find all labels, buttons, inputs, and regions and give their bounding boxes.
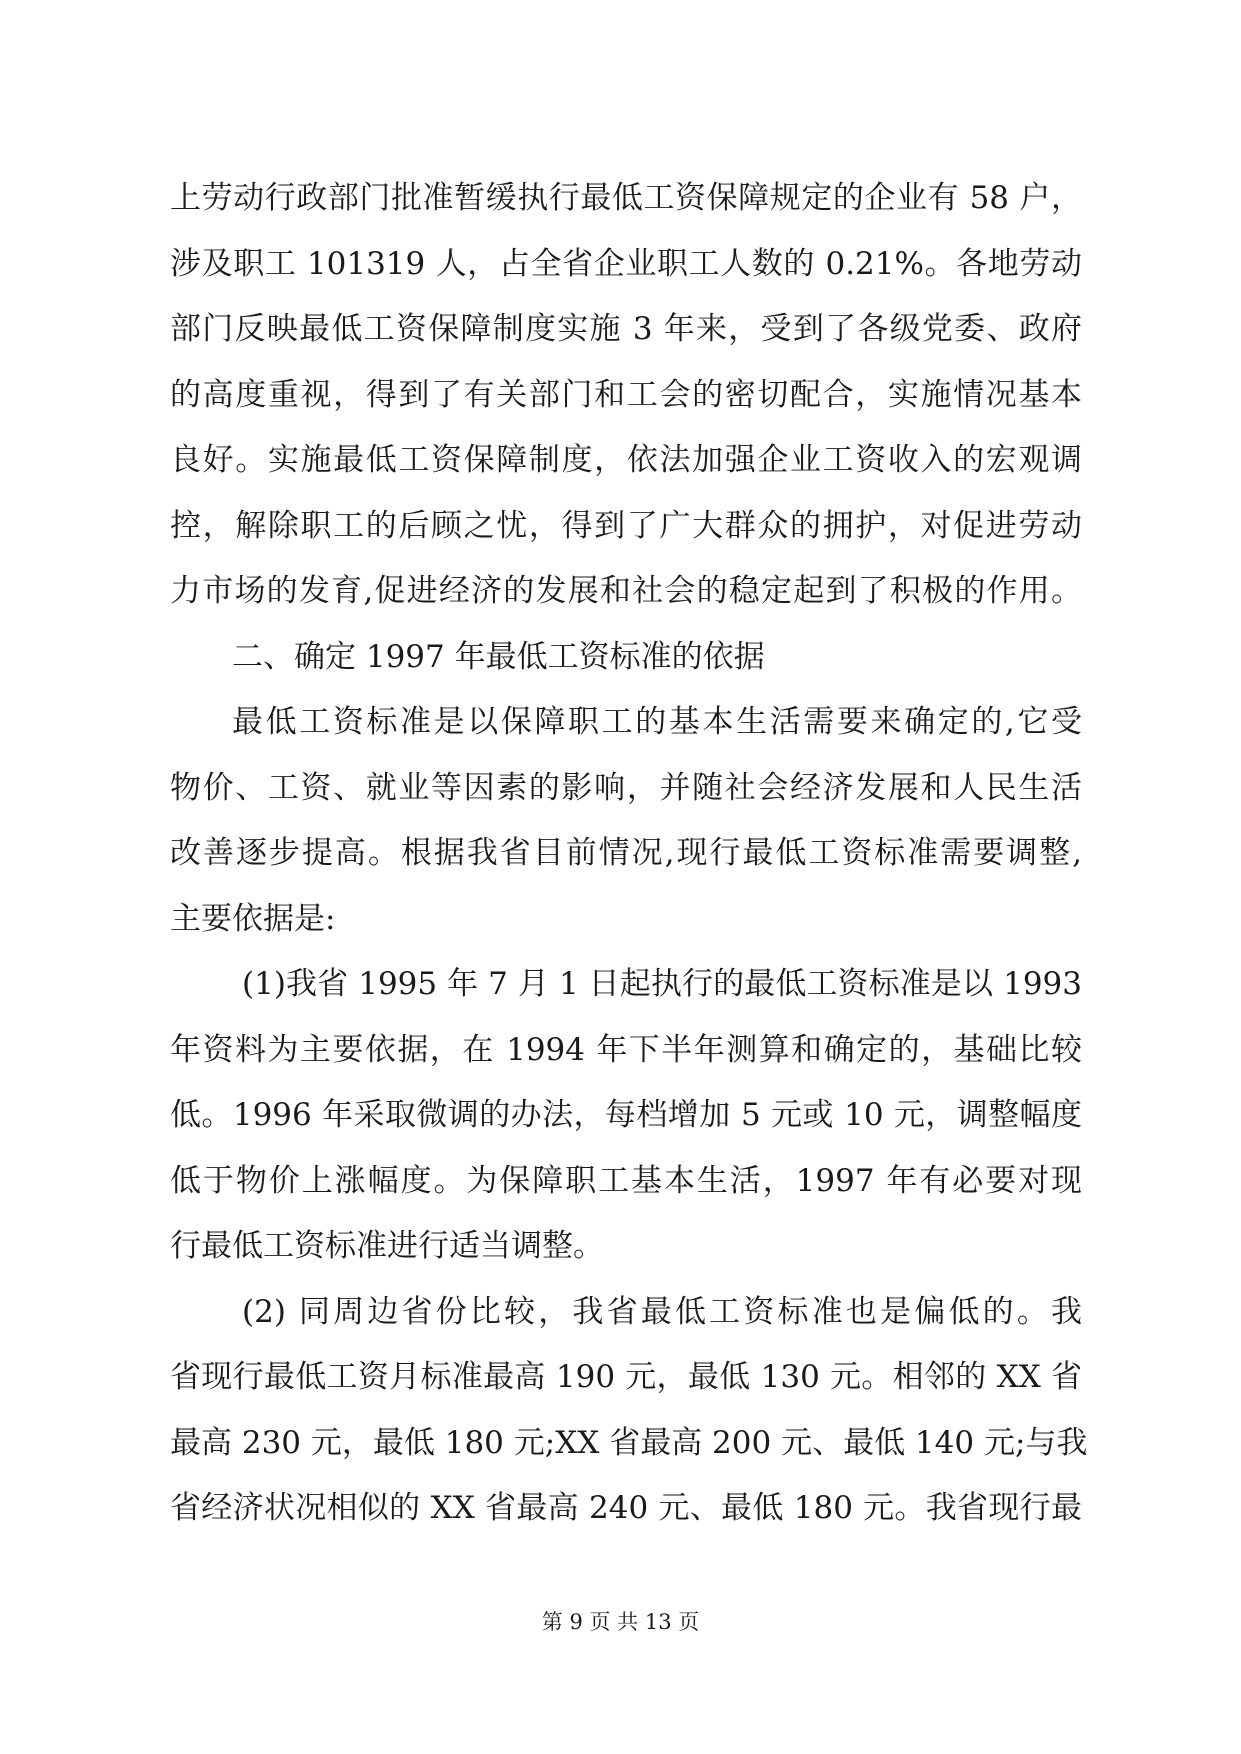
text-line: (1)我省 1995 年 7 月 1 日起执行的最低工资标准是以 1993 bbox=[242, 966, 1082, 1002]
text-line: 省经济状况相似的 XX 省最高 240 元、最低 180 元。我省现行最 bbox=[170, 1490, 1082, 1526]
text-line: 力市场的发育,促进经济的发展和社会的稳定起到了积极的作用。 bbox=[170, 573, 1082, 609]
text-line: 涉及职工 101319 人，占全省企业职工人数的 0.21%。各地劳动 bbox=[170, 245, 1082, 282]
text-line: 部门反映最低工资保障制度实施 3 年来，受到了各级党委、政府 bbox=[170, 311, 1082, 347]
text-line: 低。1996 年采取微调的办法，每档增加 5 元或 10 元，调整幅度 bbox=[170, 1097, 1082, 1133]
text-line: 良好。实施最低工资保障制度，依法加强企业工资收入的宏观调 bbox=[170, 442, 1082, 478]
text-line: 省现行最低工资月标准最高 190 元，最低 130 元。相邻的 XX 省 bbox=[170, 1359, 1082, 1395]
text-line: 上劳动行政部门批准暂缓执行最低工资保障规定的企业有 58 户， bbox=[170, 180, 1082, 216]
text-line: 控，解除职工的后顾之忧，得到了广大群众的拥护，对促进劳动 bbox=[170, 507, 1082, 544]
text-line: 物价、工资、就业等因素的影响，并随社会经济发展和人民生活 bbox=[170, 769, 1082, 806]
text-line: 低于物价上涨幅度。为保障职工基本生活，1997 年有必要对现 bbox=[170, 1162, 1082, 1199]
text-line: 改善逐步提高。根据我省目前情况,现行最低工资标准需要调整, bbox=[170, 835, 1082, 871]
text-line: 主要依据是: bbox=[170, 900, 336, 937]
text-line: 行最低工资标准进行适当调整。 bbox=[170, 1228, 604, 1264]
section-heading: 二、确定 1997 年最低工资标准的依据 bbox=[232, 638, 765, 675]
text-line: 最高 230 元，最低 180 元;XX 省最高 200 元、最低 140 元;与我 bbox=[170, 1424, 1088, 1461]
page-number: 第 9 页 共 13 页 bbox=[541, 1610, 700, 1634]
text-line: 最低工资标准是以保障职工的基本生活需要来确定的,它受 bbox=[232, 704, 1082, 740]
text-line: 年资料为主要依据，在 1994 年下半年测算和确定的，基础比较 bbox=[170, 1031, 1082, 1068]
document-body bbox=[170, 166, 1088, 1542]
text-line: (2) 同周边省份比较，我省最低工资标准也是偏低的。我 bbox=[242, 1293, 1082, 1330]
text-line: 的高度重视，得到了有关部门和工会的密切配合，实施情况基本 bbox=[170, 376, 1082, 413]
